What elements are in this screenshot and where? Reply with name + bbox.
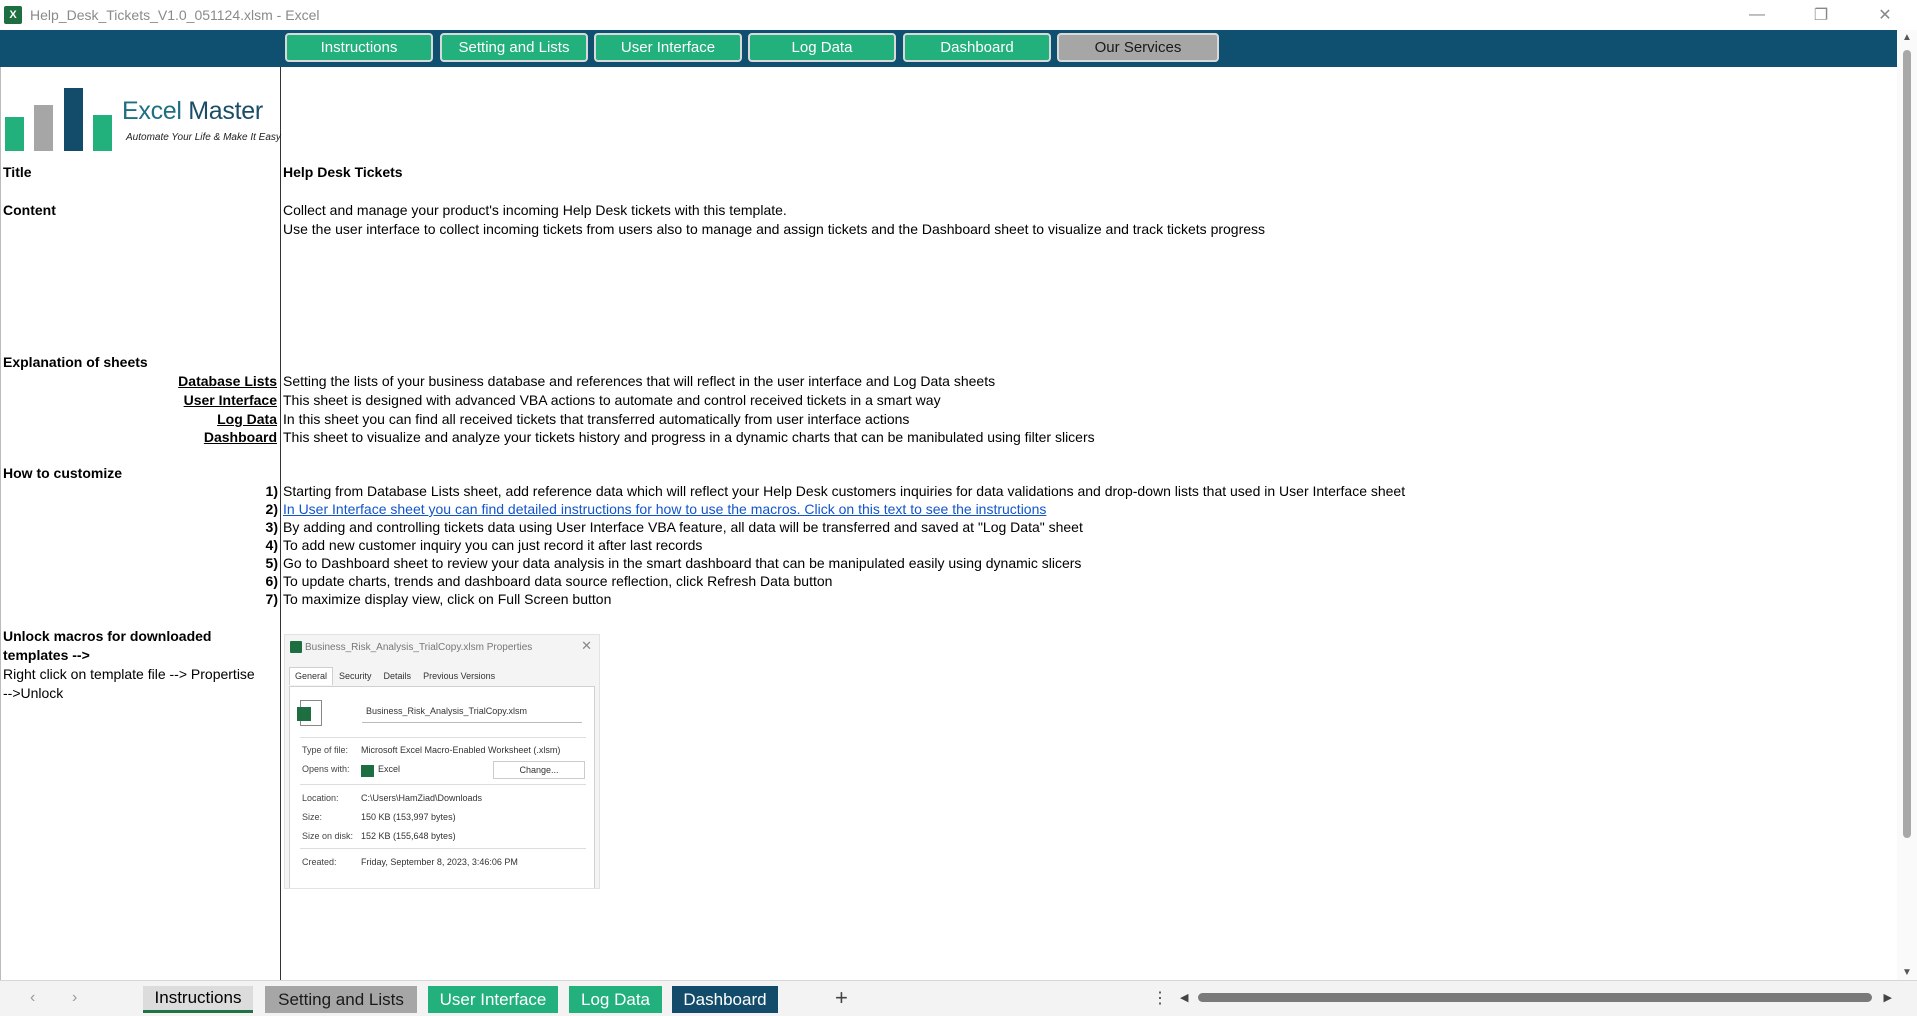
- dialog-separator: [300, 848, 586, 849]
- opens-value: Excel: [378, 764, 401, 774]
- title-bar: [0, 0, 1917, 30]
- nav-button-our-services[interactable]: Our Services: [1057, 33, 1219, 62]
- horizontal-scrollbar[interactable]: [1180, 991, 1892, 1005]
- horizontal-scroll-thumb[interactable]: [1198, 993, 1872, 1002]
- step-number: 3): [265, 519, 278, 535]
- sheet-desc-database-lists: Setting the lists of your business database and references that will reflect in the user interface and Log Data sheets: [283, 373, 996, 389]
- unlock-label-1: Unlock macros for downloaded: [3, 628, 212, 644]
- sheet-tab-instructions[interactable]: Instructions: [143, 986, 253, 1013]
- title-value: Help Desk Tickets: [283, 164, 403, 180]
- location-value: C:\Users\HamZiad\Downloads: [361, 793, 483, 803]
- sheet-desc-dashboard: This sheet to visualize and analyze your tickets history and progress in a dynamic charts that can be manibulated using filter slicers: [283, 429, 1095, 445]
- dialog-separator: [300, 784, 586, 785]
- logo-brand: [122, 97, 263, 126]
- dialog-general-pane: [289, 686, 595, 889]
- scroll-left-icon[interactable]: ◀: [1180, 992, 1189, 1004]
- excel-file-icon: [290, 641, 302, 653]
- dialog-tab-security: Security: [339, 671, 372, 681]
- excel-file-icon: [300, 700, 322, 726]
- step-text: Starting from Database Lists sheet, add reference data which will reflect your Help Desk customers inquiries for data validations and drop-down lists that used in User Interface sheet: [283, 483, 1406, 499]
- step-number: 4): [265, 537, 278, 553]
- type-value: Microsoft Excel Macro-Enabled Worksheet (.xlsm): [361, 745, 561, 755]
- window-controls: [1725, 0, 1917, 30]
- sheet-tab-setting-and-lists[interactable]: Setting and Lists: [265, 986, 417, 1013]
- sheet-border: [0, 67, 1, 980]
- title-label: Title: [3, 164, 32, 180]
- step-number: 7): [265, 591, 278, 607]
- step-number: 1): [265, 483, 278, 499]
- location-key: Location:: [302, 793, 339, 803]
- sheet-desc-log-data: In this sheet you can find all received tickets that transferred automatically from user interface actions: [283, 411, 910, 427]
- dialog-close-icon: ✕: [581, 638, 592, 653]
- step-number: 5): [265, 555, 278, 571]
- prev-sheet-icon[interactable]: ‹: [30, 989, 36, 1006]
- nav-band: [0, 30, 1897, 67]
- column-divider: [280, 67, 281, 980]
- restore-icon[interactable]: ❐: [1813, 7, 1829, 24]
- step-text: To maximize display view, click on Full Screen button: [283, 591, 612, 607]
- content-line-1: Collect and manage your product's incoming Help Desk tickets with this template.: [283, 202, 787, 218]
- customize-label: How to customize: [3, 465, 123, 481]
- unlock-text-1: Right click on template file --> Propertise: [3, 666, 255, 682]
- nav-button-user-interface[interactable]: User Interface: [594, 33, 742, 62]
- disk-value: 152 KB (155,648 bytes): [361, 831, 456, 841]
- excel-master-logo: [4, 73, 284, 153]
- minimize-icon[interactable]: —: [1749, 6, 1765, 23]
- instructions-hyperlink[interactable]: In User Interface sheet you can find detailed instructions for how to use the macros. Click on this text to see the instructions: [283, 501, 1047, 517]
- change-button: Change...: [493, 761, 585, 779]
- dialog-tab-previous-versions: Previous Versions: [423, 671, 496, 681]
- sheet-tab-user-interface[interactable]: User Interface: [428, 986, 558, 1013]
- nav-button-log-data[interactable]: Log Data: [748, 33, 896, 62]
- excel-app-icon: X: [4, 6, 22, 24]
- logo-bar-2: [34, 105, 53, 151]
- type-key: Type of file:: [302, 745, 349, 755]
- vertical-scrollbar[interactable]: [1897, 30, 1917, 980]
- sheet-link-dashboard[interactable]: Dashboard: [203, 429, 277, 445]
- more-options-icon[interactable]: ⋮: [1152, 990, 1168, 1007]
- scroll-down-icon[interactable]: ▼: [1902, 967, 1912, 978]
- sheet-tab-dashboard[interactable]: Dashboard: [672, 986, 778, 1013]
- dialog-separator: [300, 737, 586, 738]
- next-sheet-icon[interactable]: ›: [72, 989, 78, 1006]
- step-text: Go to Dashboard sheet to review your data analysis in the smart dashboard that can be manipulated easily using dynamic slicers: [283, 555, 1082, 571]
- window-title: Help_Desk_Tickets_V1.0_051124.xlsm - Excel: [30, 7, 320, 23]
- step-number: 6): [265, 573, 278, 589]
- sheet-link-database-lists[interactable]: Database Lists: [178, 373, 277, 389]
- unlock-text-2: -->Unlock: [3, 685, 64, 701]
- nav-button-instructions[interactable]: Instructions: [285, 33, 433, 62]
- size-value: 150 KB (153,997 bytes): [361, 812, 456, 822]
- logo-bar-4: [93, 115, 112, 151]
- logo-brand-excel: Excel: [122, 97, 189, 125]
- step-text: By adding and controlling tickets data using User Interface VBA feature, all data will be transferred and saved at "Log Data" sheet: [283, 519, 1083, 535]
- explanation-label: Explanation of sheets: [3, 354, 148, 370]
- content-line-2: Use the user interface to collect incoming tickets from users also to manage and assign tickets and the Dashboard sheet to visualize and track tickets progress: [283, 221, 1266, 237]
- logo-tagline: Automate Your Life & Make It Easy: [126, 132, 281, 143]
- close-icon[interactable]: ✕: [1878, 7, 1892, 24]
- step-number: 2): [265, 501, 278, 517]
- sheet-desc-user-interface: This sheet is designed with advanced VBA actions to automate and control received tickets in a smart way: [283, 392, 941, 408]
- sheet-tabs-bar: [0, 980, 1917, 1016]
- disk-key: Size on disk:: [302, 831, 354, 841]
- logo-brand-master: Master: [188, 97, 263, 125]
- opens-key: Opens with:: [302, 764, 350, 774]
- created-value: Friday, September 8, 2023, 3:46:06 PM: [361, 857, 518, 867]
- step-text: To add new customer inquiry you can just record it after last records: [283, 537, 703, 553]
- dialog-tab-details: Details: [383, 671, 412, 681]
- properties-dialog-picture: [284, 634, 600, 889]
- dialog-filename: Business_Risk_Analysis_TrialCopy.xlsm: [362, 703, 582, 723]
- logo-bar-1: [5, 117, 24, 151]
- vertical-scroll-thumb[interactable]: [1903, 50, 1911, 838]
- nav-button-setting-and-lists[interactable]: Setting and Lists: [440, 33, 588, 62]
- size-key: Size:: [302, 812, 323, 822]
- created-key: Created:: [302, 857, 337, 867]
- excel-mini-icon: [361, 765, 374, 777]
- scroll-up-icon[interactable]: ▲: [1902, 32, 1912, 43]
- sheet-tab-log-data[interactable]: Log Data: [569, 986, 662, 1013]
- sheet-link-user-interface[interactable]: User Interface: [183, 392, 277, 408]
- nav-button-dashboard[interactable]: Dashboard: [903, 33, 1051, 62]
- worksheet[interactable]: [0, 67, 1897, 980]
- dialog-title: Business_Risk_Analysis_TrialCopy.xlsm Properties: [305, 642, 533, 653]
- add-sheet-icon[interactable]: +: [835, 985, 848, 1010]
- dialog-tabs: [289, 667, 501, 685]
- content-label: Content: [3, 202, 56, 218]
- step-text: To update charts, trends and dashboard data source reflection, click Refresh Data button: [283, 573, 833, 589]
- sheet-link-log-data[interactable]: Log Data: [217, 411, 277, 427]
- unlock-label-2: templates -->: [3, 647, 90, 663]
- dialog-tab-general: General: [289, 667, 333, 685]
- logo-bar-3: [64, 88, 83, 151]
- scroll-right-icon[interactable]: ▶: [1883, 992, 1892, 1004]
